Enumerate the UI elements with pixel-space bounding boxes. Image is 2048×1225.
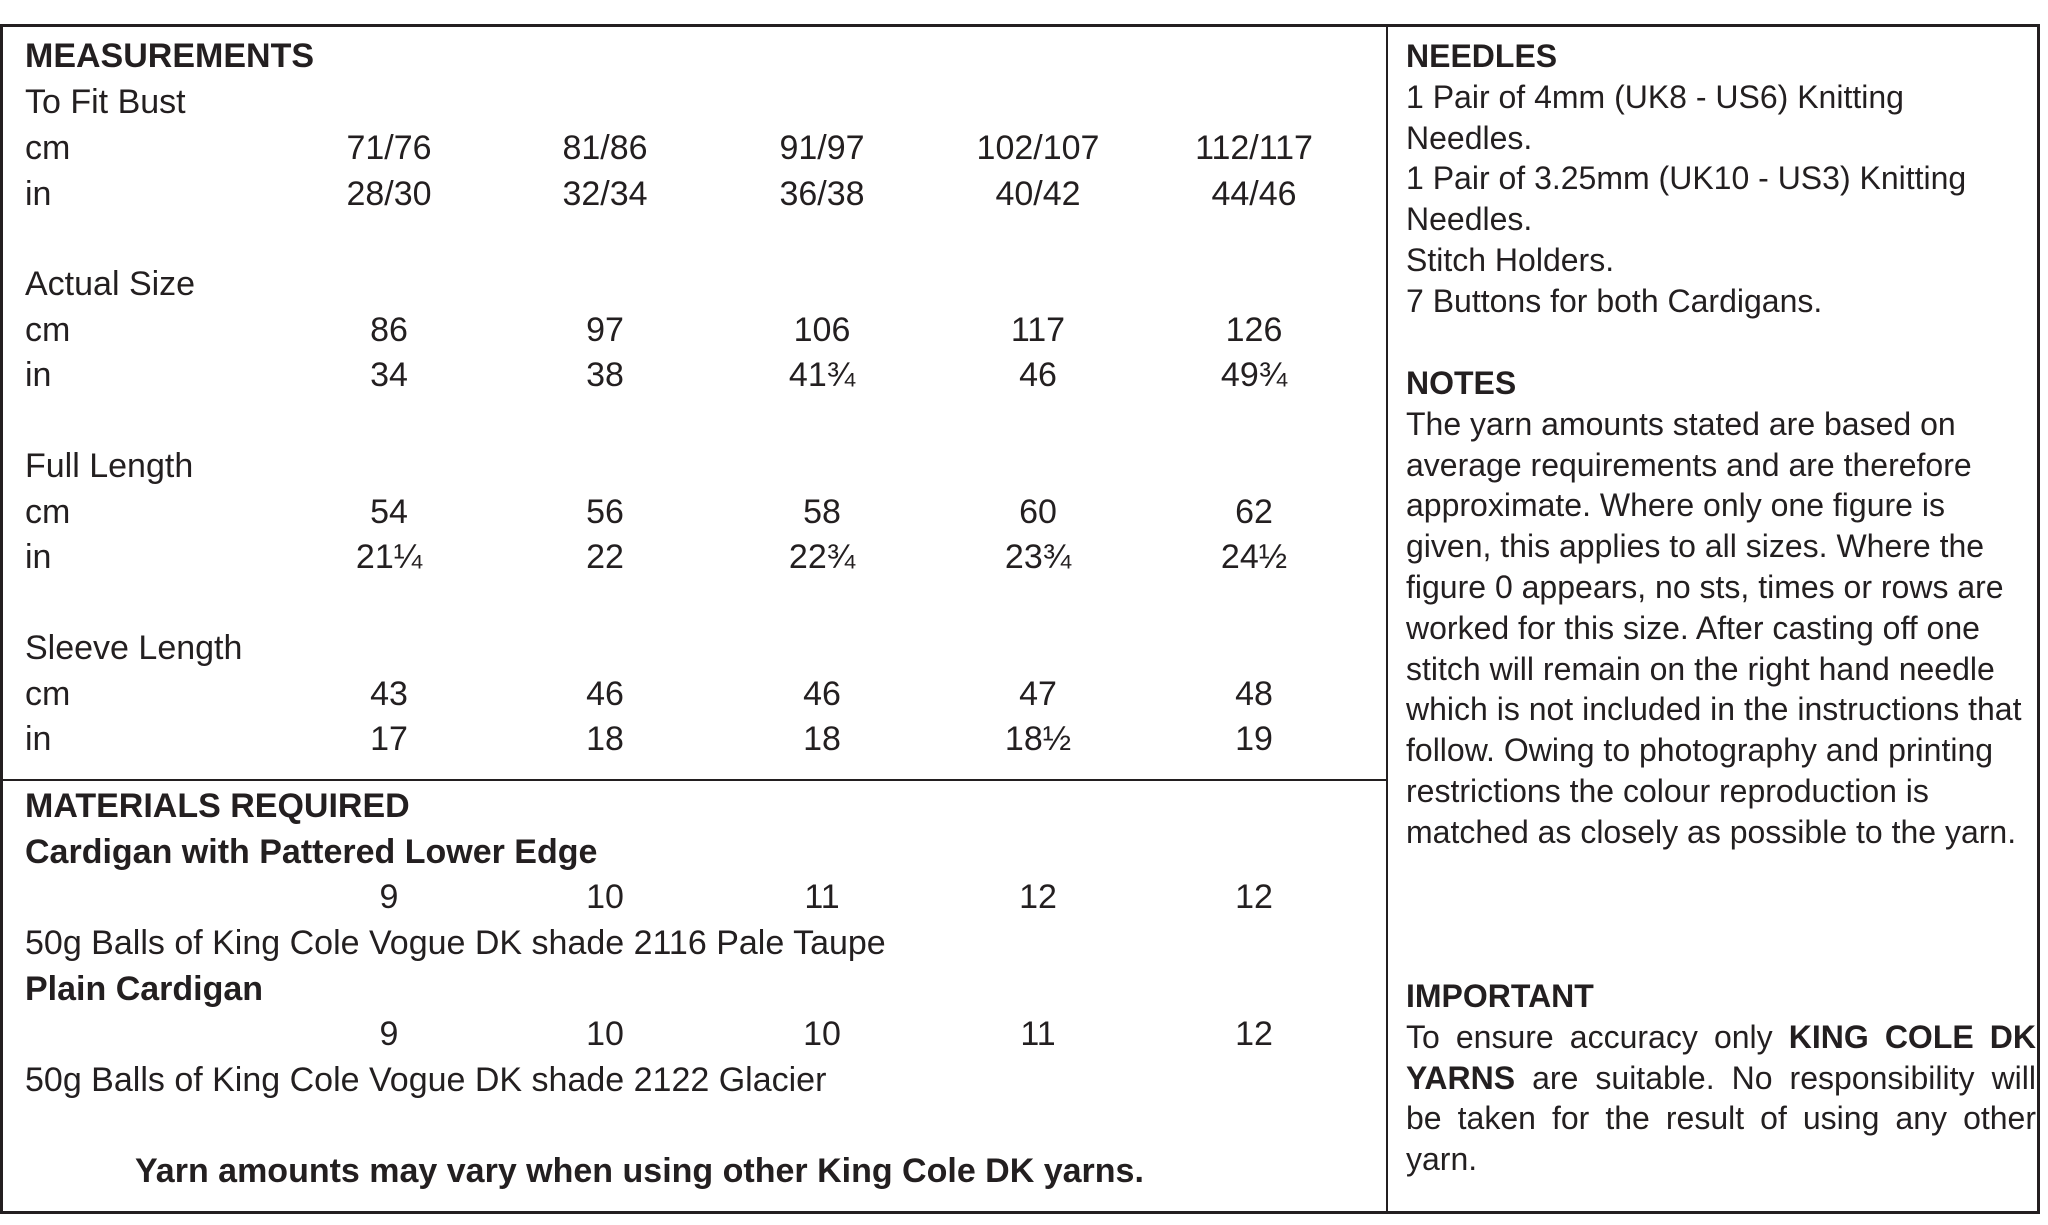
plain-yarn-description: 50g Balls of King Cole Vogue DK shade 2122 Glacier — [25, 1061, 827, 1099]
needles-heading: NEEDLES — [1406, 38, 1558, 74]
sleeve-cm-size-2: 46 — [586, 675, 624, 713]
important-section — [1406, 976, 2036, 1180]
length-cm-size-2: 56 — [586, 493, 624, 531]
notes-text: The yarn amounts stated are based on average requirements and are therefore approximate. Where only one figure is given, this applies to all sizes. Where the figure 0 appears, no sts, times or rows are worked for this size. After casting off one stitch will remain on the right hand needle which is not included in the instructions that follow. Owing to photography and printing restrictions the colour reproduction is matched as closely as possible to the yarn. — [1406, 405, 2022, 850]
patterned-balls-size-5: 12 — [1235, 878, 1273, 916]
patterned-balls-size-4: 12 — [1019, 878, 1057, 916]
actual-in-size-1: 34 — [370, 356, 408, 394]
plain-balls-size-5: 12 — [1235, 1015, 1273, 1053]
notes-heading: NOTES — [1406, 365, 1517, 401]
plain-balls-size-1: 9 — [379, 1015, 399, 1053]
important-text-start: To ensure accuracy only — [1406, 1018, 1789, 1055]
bust-in-size-5: 44/46 — [1211, 175, 1297, 213]
plain-balls-size-3: 10 — [803, 1015, 841, 1053]
unit-in-label: in — [25, 356, 52, 394]
to-fit-bust-label: To Fit Bust — [25, 83, 186, 121]
bust-cm-size-5: 112/117 — [1195, 129, 1313, 167]
actual-in-size-5: 49¾ — [1220, 356, 1288, 394]
unit-cm-label: cm — [25, 675, 71, 713]
important-text-end: are suitable. No responsibility will be taken for the result of using any other yarn. — [1406, 1059, 2036, 1178]
needles-line: Stitch Holders. — [1406, 241, 1615, 278]
horizontal-divider — [3, 779, 1386, 781]
materials-heading: MATERIALS REQUIRED — [25, 787, 410, 825]
length-cm-size-4: 60 — [1019, 493, 1057, 531]
needles-line: 1 Pair of 4mm (UK8 - US6) Knitting Needles. — [1406, 78, 1904, 156]
bust-in-size-1: 28/30 — [346, 175, 432, 213]
sleeve-cm-size-1: 43 — [370, 675, 408, 713]
sleeve-in-size-4: 18½ — [1004, 720, 1072, 758]
needles-line: 1 Pair of 3.25mm (UK10 - US3) Knitting Needles. — [1406, 160, 1967, 238]
bust-cm-size-2: 81/86 — [562, 129, 648, 167]
sleeve-in-size-2: 18 — [586, 720, 624, 758]
full-length-label: Full Length — [25, 447, 194, 485]
important-brand-text: KING COLE DK YARNS — [1406, 1018, 2037, 1096]
important-text — [1406, 1017, 2036, 1180]
cardigan-plain-title: Plain Cardigan — [25, 970, 264, 1008]
sleeve-in-size-3: 18 — [803, 720, 841, 758]
plain-balls-size-2: 10 — [586, 1015, 624, 1053]
actual-cm-size-5: 126 — [1225, 311, 1283, 349]
bust-in-size-2: 32/34 — [562, 175, 648, 213]
actual-size-label: Actual Size — [25, 265, 196, 303]
length-in-size-4: 23¾ — [1004, 538, 1072, 576]
vertical-divider — [1386, 27, 1388, 1211]
length-in-size-3: 22¾ — [788, 538, 856, 576]
bust-cm-size-3: 91/97 — [779, 129, 865, 167]
bust-in-size-4: 40/42 — [995, 175, 1081, 213]
bust-in-size-3: 36/38 — [779, 175, 865, 213]
actual-in-size-3: 41¾ — [788, 356, 856, 394]
length-in-size-1: 21¼ — [355, 538, 423, 576]
unit-cm-label: cm — [25, 493, 71, 531]
unit-in-label: in — [25, 175, 52, 213]
cardigan-patterned-title: Cardigan with Pattered Lower Edge — [25, 833, 598, 871]
measurements-heading: MEASUREMENTS — [25, 37, 315, 75]
length-in-size-2: 22 — [586, 538, 624, 576]
sleeve-cm-size-4: 47 — [1019, 675, 1057, 713]
sleeve-cm-size-3: 46 — [803, 675, 841, 713]
actual-in-size-4: 46 — [1019, 356, 1057, 394]
patterned-balls-size-1: 9 — [379, 878, 399, 916]
yarn-amount-footnote: Yarn amounts may vary when using other King Cole DK yarns. — [135, 1152, 1144, 1190]
actual-cm-size-2: 97 — [586, 311, 624, 349]
unit-cm-label: cm — [25, 311, 71, 349]
patterned-yarn-description: 50g Balls of King Cole Vogue DK shade 2116 Pale Taupe — [25, 924, 886, 962]
patterned-balls-size-2: 10 — [586, 878, 624, 916]
actual-in-size-2: 38 — [586, 356, 624, 394]
sleeve-cm-size-5: 48 — [1235, 675, 1273, 713]
bust-cm-size-4: 102/107 — [976, 129, 1100, 167]
sleeve-in-size-1: 17 — [370, 720, 408, 758]
notes-section — [1406, 363, 2036, 853]
actual-cm-size-3: 106 — [793, 311, 851, 349]
sleeve-in-size-5: 19 — [1235, 720, 1273, 758]
actual-cm-size-4: 117 — [1010, 311, 1066, 349]
bust-cm-size-1: 71/76 — [346, 129, 432, 167]
unit-in-label: in — [25, 538, 52, 576]
plain-balls-size-4: 11 — [1020, 1015, 1056, 1053]
sleeve-length-label: Sleeve Length — [25, 629, 243, 667]
length-cm-size-1: 54 — [370, 493, 408, 531]
unit-cm-label: cm — [25, 129, 71, 167]
needles-line: 7 Buttons for both Cardigans. — [1406, 282, 1823, 319]
length-in-size-5: 24½ — [1220, 538, 1288, 576]
important-heading: IMPORTANT — [1406, 978, 1594, 1014]
length-cm-size-3: 58 — [803, 493, 841, 531]
actual-cm-size-1: 86 — [370, 311, 408, 349]
patterned-balls-size-3: 11 — [804, 878, 840, 916]
length-cm-size-5: 62 — [1235, 493, 1273, 531]
unit-in-label: in — [25, 720, 52, 758]
needles-section — [1406, 36, 2036, 322]
